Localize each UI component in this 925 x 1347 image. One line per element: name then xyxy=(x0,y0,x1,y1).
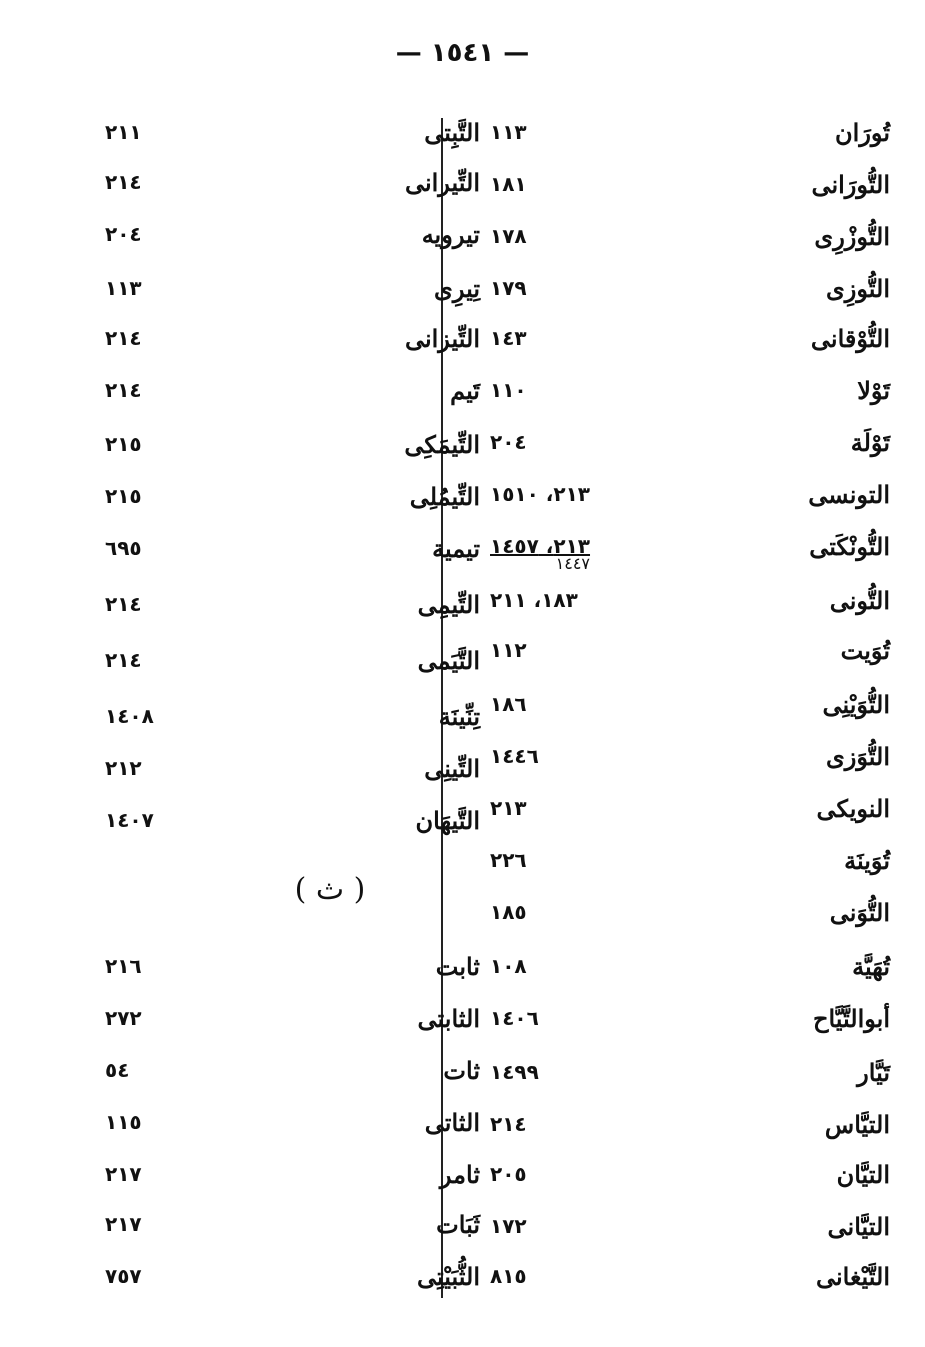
index-entry xyxy=(490,532,890,572)
page-ref-value: ١٤٠٦ xyxy=(490,1006,539,1030)
entry-page-ref xyxy=(490,954,527,978)
index-entry xyxy=(490,690,890,730)
section-letter-heading: ( ث ) xyxy=(294,872,366,907)
page-ref-value: ٢١٤ xyxy=(105,378,142,402)
entry-name: التُّوزِى xyxy=(826,274,890,303)
page-ref-value: ١٤٩٩ xyxy=(490,1060,539,1084)
entry-name: التُّوْقانى xyxy=(810,324,890,353)
index-entry xyxy=(490,952,890,992)
page-number: — ١٥٤١ — xyxy=(395,38,530,68)
entry-name: ثابت xyxy=(435,952,480,981)
entry-name: تيرويه xyxy=(421,220,480,249)
index-entry xyxy=(90,1160,490,1200)
index-entry xyxy=(90,118,490,158)
page-ref-value: ١٠٨ xyxy=(490,954,527,978)
page-ref-value: ٥٤ xyxy=(105,1058,130,1082)
entry-page-ref xyxy=(490,588,578,612)
page-ref-value: ١٧٩ xyxy=(490,276,527,300)
page-ref-extra: ١٤٤٧ xyxy=(555,554,591,573)
index-entry xyxy=(90,590,490,630)
index-entry xyxy=(90,534,490,574)
index-entry xyxy=(90,430,490,470)
entry-name: تُوَيت xyxy=(840,636,890,665)
entry-name: الثابتى xyxy=(417,1004,480,1033)
entry-name: تُوَينَة xyxy=(844,846,890,875)
entry-name: تُورَان xyxy=(835,118,890,147)
entry-page-ref xyxy=(105,1212,142,1236)
entry-page-ref xyxy=(105,1110,142,1134)
entry-name: التُّونْكَتى xyxy=(809,532,890,561)
entry-name: تِنِّينَة xyxy=(438,702,480,731)
page-ref-value: ٢١٤ xyxy=(105,326,142,350)
index-entry xyxy=(490,846,890,886)
entry-page-ref xyxy=(105,1264,142,1288)
entry-name: التِّيزانى xyxy=(404,324,480,353)
entry-page-ref xyxy=(490,430,527,454)
page-ref-value: ٢١٣، ١٤٥٧ xyxy=(490,534,591,558)
entry-page-ref xyxy=(490,638,527,662)
page-ref-value: ١٤٤٦ xyxy=(490,744,539,768)
entry-name: التِّينِى xyxy=(424,754,480,783)
index-entry xyxy=(490,222,890,262)
page-ref-value: ٢١٦ xyxy=(105,954,142,978)
entry-page-ref xyxy=(105,536,142,560)
entry-name: التَّيْغانى xyxy=(815,1262,890,1291)
index-entry xyxy=(490,1110,890,1150)
entry-name: التونسى xyxy=(808,480,890,509)
page-ref-value: ٢١٧ xyxy=(105,1212,142,1236)
page-ref-value: ٢١٤ xyxy=(105,592,142,616)
entry-page-ref xyxy=(490,744,539,768)
index-entry xyxy=(90,376,490,416)
index-entry xyxy=(90,952,490,992)
entry-name: التُّونى xyxy=(829,586,890,615)
entry-name: ثَبَات xyxy=(436,1210,480,1239)
index-entry xyxy=(490,1004,890,1044)
entry-page-ref xyxy=(490,172,527,196)
entry-page-ref xyxy=(490,224,527,248)
entry-name: التَّبِتى xyxy=(424,118,480,147)
index-entry xyxy=(90,1056,490,1096)
index-entry xyxy=(490,1058,890,1098)
entry-page-ref xyxy=(105,120,142,144)
right-column xyxy=(490,0,890,1347)
page-ref-value: ٢١٣، ١٥١٠ xyxy=(490,482,591,506)
page-ref-value: ٢٢٦ xyxy=(490,848,527,872)
entry-page-ref xyxy=(105,954,142,978)
entry-page-ref xyxy=(490,1112,527,1136)
page-ref-value: ١٨٣، ٢١١ xyxy=(490,588,578,612)
page-ref-value: ١١٥ xyxy=(105,1110,142,1134)
index-entry xyxy=(490,898,890,938)
page-ref-value: ١٨١ xyxy=(490,172,527,196)
entry-page-ref xyxy=(490,1214,527,1238)
index-entry xyxy=(490,1160,890,1200)
index-entry xyxy=(490,794,890,834)
page-ref-value: ٢١٤ xyxy=(105,170,142,194)
page-ref-value: ١١٣ xyxy=(490,120,527,144)
page-ref-value: ١٤٠٧ xyxy=(105,808,154,832)
entry-name: التَّيَمى xyxy=(417,646,480,675)
entry-page-ref xyxy=(490,1060,539,1084)
index-entry xyxy=(90,274,490,314)
entry-name: ثامر xyxy=(439,1160,480,1189)
left-column xyxy=(90,0,490,1347)
index-entry xyxy=(90,702,490,742)
entry-name: التُّوَنى xyxy=(829,898,890,927)
page-ref-value: ١٤٣ xyxy=(490,326,527,350)
entry-page-ref xyxy=(105,1006,142,1030)
entry-name: تَيم xyxy=(450,376,480,405)
page-ref-value: ١٤٠٨ xyxy=(105,704,154,728)
index-entry xyxy=(90,1108,490,1148)
entry-page-ref xyxy=(490,796,527,820)
page-ref-value: ٦٩٥ xyxy=(105,536,142,560)
entry-name: التُّوَزى xyxy=(826,742,890,771)
index-entry xyxy=(490,170,890,210)
page-ref-value: ٢١٥ xyxy=(105,432,142,456)
page-ref-value: ٢٠٤ xyxy=(490,430,527,454)
entry-name: تَيَّار xyxy=(857,1058,890,1087)
entry-name: التَّيهَان xyxy=(415,806,480,835)
index-entry xyxy=(90,324,490,364)
index-entry xyxy=(90,1004,490,1044)
entry-page-ref xyxy=(105,222,142,246)
entry-page-ref xyxy=(490,1006,539,1030)
entry-page-ref xyxy=(490,848,527,872)
entry-page-ref xyxy=(105,756,142,780)
page-ref-value: ٢١٥ xyxy=(105,484,142,508)
page-ref-value: ١١٢ xyxy=(490,638,527,662)
page-ref-value: ١٨٥ xyxy=(490,900,527,924)
index-entry xyxy=(90,168,490,208)
page-ref-value: ٢٠٤ xyxy=(105,222,142,246)
entry-page-ref xyxy=(490,120,527,144)
entry-page-ref xyxy=(105,170,142,194)
entry-page-ref xyxy=(105,276,142,300)
index-entry xyxy=(490,1212,890,1252)
entry-name: التيَّان xyxy=(836,1160,890,1189)
page-ref-value: ٧٥٧ xyxy=(105,1264,142,1288)
index-entry xyxy=(90,1262,490,1302)
entry-name: التُّوزْرِى xyxy=(814,222,890,251)
entry-name: تيمية xyxy=(432,534,480,563)
index-entry xyxy=(90,220,490,260)
entry-name: الثُّبَيْتِى xyxy=(417,1262,480,1291)
index-entry xyxy=(490,1262,890,1302)
entry-name: تَوْلَة xyxy=(850,428,890,457)
index-entry xyxy=(490,586,890,626)
index-entry xyxy=(90,646,490,686)
index-entry xyxy=(90,1210,490,1250)
entry-name: أبوالتَّيَّاح xyxy=(812,1004,890,1033)
entry-page-ref xyxy=(490,534,590,573)
index-entry xyxy=(90,482,490,522)
index-entry xyxy=(490,480,890,520)
entry-name: تِيرِى xyxy=(434,274,480,303)
page-ref-value: ٢١١ xyxy=(105,120,142,144)
index-entry xyxy=(490,636,890,676)
page-ref-value: ٢١٣ xyxy=(490,796,527,820)
entry-page-ref xyxy=(490,1264,527,1288)
entry-name: التِّيمَكِى xyxy=(404,430,480,459)
entry-name: التيَّاس xyxy=(824,1110,890,1139)
index-entry xyxy=(490,324,890,364)
page-ref-value: ٢١٢ xyxy=(105,756,142,780)
index-entry xyxy=(90,806,490,846)
entry-name: الثاتى xyxy=(424,1108,480,1137)
entry-page-ref xyxy=(105,484,142,508)
page-ref-value: ٢١٧ xyxy=(105,1162,142,1186)
page-ref-value: ١١٣ xyxy=(105,276,142,300)
page-ref-value: ٢١٤ xyxy=(105,648,142,672)
entry-page-ref xyxy=(105,592,142,616)
index-entry xyxy=(490,376,890,416)
entry-name: ثات xyxy=(443,1056,480,1085)
entry-page-ref xyxy=(490,276,527,300)
entry-page-ref xyxy=(105,326,142,350)
entry-page-ref xyxy=(490,378,527,402)
entry-name: التِّيرانى xyxy=(404,168,480,197)
entry-page-ref xyxy=(105,648,142,672)
page-ref-value: ١٧٨ xyxy=(490,224,527,248)
entry-name: النويكى xyxy=(816,794,890,823)
index-entry xyxy=(490,118,890,158)
entry-page-ref xyxy=(105,378,142,402)
entry-page-ref xyxy=(105,704,154,728)
entry-name: التُّوَيْنِى xyxy=(822,690,890,719)
page-ref-value: ١٨٦ xyxy=(490,692,527,716)
index-entry xyxy=(490,274,890,314)
entry-page-ref xyxy=(490,326,527,350)
page-ref-value: ٢٧٢ xyxy=(105,1006,142,1030)
index-entry xyxy=(490,428,890,468)
index-entry xyxy=(90,754,490,794)
entry-page-ref xyxy=(490,900,527,924)
page-ref-value: ٢١٤ xyxy=(490,1112,527,1136)
entry-name: التُّورَانى xyxy=(811,170,890,199)
page-ref-value: ١٧٢ xyxy=(490,1214,527,1238)
page-ref-value: ٢٠٥ xyxy=(490,1162,527,1186)
entry-name: تُهَيَّة xyxy=(852,952,890,981)
page-ref-value: ١١٠ xyxy=(490,378,527,402)
entry-page-ref xyxy=(490,692,527,716)
entry-name: التِّيمِى xyxy=(417,590,480,619)
entry-page-ref xyxy=(105,1162,142,1186)
index-entry xyxy=(490,742,890,782)
entry-name: تَوْلا xyxy=(857,376,890,405)
entry-page-ref xyxy=(490,482,590,506)
entry-page-ref xyxy=(490,1162,527,1186)
entry-page-ref xyxy=(105,808,154,832)
entry-name: التيَّانى xyxy=(827,1212,890,1241)
entry-page-ref xyxy=(105,1058,129,1082)
entry-name: التِّيمُلِى xyxy=(409,482,480,511)
page-ref-value: ٨١٥ xyxy=(490,1264,527,1288)
entry-page-ref xyxy=(105,432,142,456)
